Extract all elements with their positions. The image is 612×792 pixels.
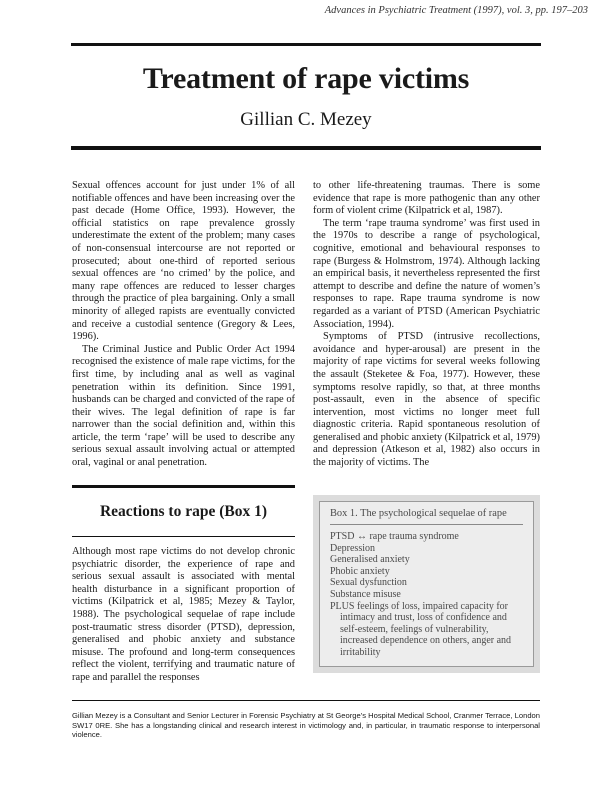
- section-heading: Reactions to rape (Box 1): [99, 503, 268, 520]
- article-title: Treatment of rape victims: [142, 62, 470, 95]
- body-paragraph: The Criminal Justice and Public Order Act 1994 recognised the existence of male rape victims, for the first time, by including anal as well as vaginal penetration within its definition. Since 1991, husbands can be charged and convicted of the rape of their wives. The legal definition of rape is far narrower than the social definition and, within this article, the term ‘rape’ will be used to describe any serious sexual assault involving actual or attempted oral, vaginal or anal penetration.: [72, 343, 295, 469]
- body-paragraph: The term ‘rape trauma syndrome’ was first used in the 1970s to describe a range of psychological, cognitive, emotional and behavioural responses to rape (Burgess & Holmstrom, 1974). Although lacking an empirical basis, it nevertheless represented the first attempt to describe and define the nature of women’s responses to rape. Rape trauma syndrome is now regarded as a variant of PTSD (American Psychiatric Association, 1994).: [313, 217, 540, 330]
- list-item: Depression: [330, 542, 375, 554]
- running-head: Advances in Psychiatric Treatment (1997), vol. 3, pp. 197–203: [324, 5, 588, 16]
- top-rule: [71, 43, 541, 46]
- author-footnote: Gillian Mezey is a Consultant and Senior Lecturer in Forensic Psychiatry at St George’s Hospital Medical School, Cranmer Terrace, London SW17 0RE. She has a longstanding clinical and research interest in victimology and, in particular, in traumatic response to interpersonal violence.: [72, 711, 540, 740]
- box-1-list: [330, 531, 523, 659]
- body-paragraph: Sexual offences account for just under 1% of all notifiable offences and have been increasing over the past decade (Home Office, 1993). However, the official statistics on rape prevalence grossly underestimate the extent of the problem; many cases of non-consensual intercourse are not reported or prosecuted; about one-third of reported serious sexual offences are ‘no crimed’ by the police, and many rape offences are reduced to lesser charges through the practice of plea bargaining. Only a small minority of alleged rapists are eventually convicted and receive a custodial sentence (Gregory & Lees, 1996).: [72, 180, 295, 343]
- list-item: Sexual dysfunction: [330, 577, 407, 589]
- box-1-panel: [319, 501, 534, 667]
- list-item: Phobic anxiety: [330, 565, 390, 577]
- left-column-section: [72, 546, 295, 685]
- list-item: Generalised anxiety: [330, 554, 410, 566]
- right-column-text: [313, 180, 540, 470]
- body-paragraph: Although most rape victims do not develop chronic psychiatric disorder, the experience of rape and serious sexual assault is associated with mental health disturbance in a significant proportion of victims (Kilpatrick et al, 1985; Mezey & Taylor, 1988). The psychological sequelae of rape include post-traumatic stress disorder (PTSD), depression, generalised and phobic anxiety and substance misuse. The profound and long-term consequences reflect the violent, terrifying and traumatic nature of rape and parallel the responses: [72, 546, 295, 683]
- list-item: PLUS feelings of loss, impaired capacity for intimacy and trust, loss of confidence and self-esteem, feelings of vulnerability, increased dependence on others, anger and irritability: [330, 600, 512, 658]
- body-paragraph: Symptoms of PTSD (intrusive recollections, avoidance and hyper-arousal) are present in the majority of rape victims for several weeks following the assault (Steketee & Foa, 1977). However, these symptoms resolve rapidly, so that, at three months post-assault, even in the absence of specific intervention, most victims no longer meet full diagnostic criteria. Rapid spontaneous resolution of generalised and phobic anxiety (Kilpatrick et al, 1979) and depression (Atkeson et al, 1982) also occurs in the majority of victims. The: [313, 331, 540, 469]
- left-column-intro: [72, 180, 295, 470]
- footnote-rule: [72, 700, 540, 701]
- body-paragraph: to other life-threatening traumas. There is some evidence that rape is more pathogenic than any other form of violent crime (Kilpatrick et al, 1987).: [313, 180, 540, 217]
- box-1: [313, 495, 540, 673]
- section-heading-box: [72, 485, 295, 537]
- title-rule: [71, 146, 541, 150]
- article-author: Gillian C. Mezey: [240, 109, 372, 130]
- list-item: Substance misuse: [330, 588, 401, 600]
- list-item: PTSD ↔ rape trauma syndrome: [330, 531, 459, 542]
- box-1-title: Box 1. The psychological sequelae of rape: [330, 508, 523, 525]
